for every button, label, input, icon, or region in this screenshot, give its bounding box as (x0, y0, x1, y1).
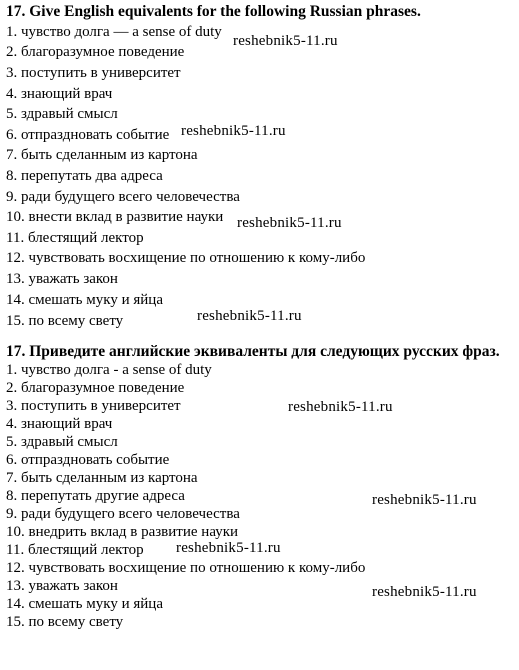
list-item: 10. внедрить вклад в развитие науки (6, 524, 239, 540)
list-item: 4. знающий врач (6, 86, 113, 102)
list-item: 15. по всему свету (6, 313, 124, 329)
watermark: reshebnik5-11.ru (237, 215, 342, 231)
list-item: 11. блестящий лектор (6, 542, 144, 558)
list-item: 1. чувство долга — a sense of duty (6, 24, 222, 40)
watermark: reshebnik5-11.ru (372, 584, 477, 600)
watermark: reshebnik5-11.ru (181, 123, 286, 139)
list-item: 14. смешать муку и яйца (6, 596, 163, 612)
watermark: reshebnik5-11.ru (197, 308, 302, 324)
watermark: reshebnik5-11.ru (372, 492, 477, 508)
list-item: 13. уважать закон (6, 271, 118, 287)
list-item: 7. быть сделанным из картона (6, 147, 198, 163)
list-item: 9. ради будущего всего человечества (6, 189, 240, 205)
list-item: 2. благоразумное поведение (6, 44, 185, 60)
section2-heading: 17. Приведите английские эквиваленты для следующих русских фраз. (6, 343, 500, 360)
list-item: 3. поступить в университет (6, 398, 181, 414)
watermark: reshebnik5-11.ru (176, 540, 281, 556)
list-item: 5. здравый смысл (6, 434, 118, 450)
list-item: 8. перепутать другие адреса (6, 488, 185, 504)
list-item: 8. перепутать два адреса (6, 168, 163, 184)
list-item: 4. знающий врач (6, 416, 113, 432)
list-item: 1. чувство долга - a sense of duty (6, 362, 212, 378)
list-item: 10. внести вклад в развитие науки (6, 209, 224, 225)
watermark: reshebnik5-11.ru (288, 399, 393, 415)
list-item: 6. отпраздновать событие (6, 452, 170, 468)
list-item: 2. благоразумное поведение (6, 380, 185, 396)
list-item: 9. ради будущего всего человечества (6, 506, 240, 522)
list-item: 11. блестящий лектор (6, 230, 144, 246)
list-item: 7. быть сделанным из картона (6, 470, 198, 486)
list-item: 6. отпраздновать событие (6, 127, 170, 143)
list-item: 12. чувствовать восхищение по отношению к кому-либо (6, 250, 366, 266)
list-item: 13. уважать закон (6, 578, 118, 594)
watermark: reshebnik5-11.ru (233, 33, 338, 49)
list-item: 12. чувствовать восхищение по отношению к кому-либо (6, 560, 366, 576)
list-item: 3. поступить в университет (6, 65, 181, 81)
section1-heading: 17. Give English equivalents for the following Russian phrases. (6, 3, 421, 20)
list-item: 14. смешать муку и яйца (6, 292, 163, 308)
list-item: 15. по всему свету (6, 614, 124, 630)
list-item: 5. здравый смысл (6, 106, 118, 122)
